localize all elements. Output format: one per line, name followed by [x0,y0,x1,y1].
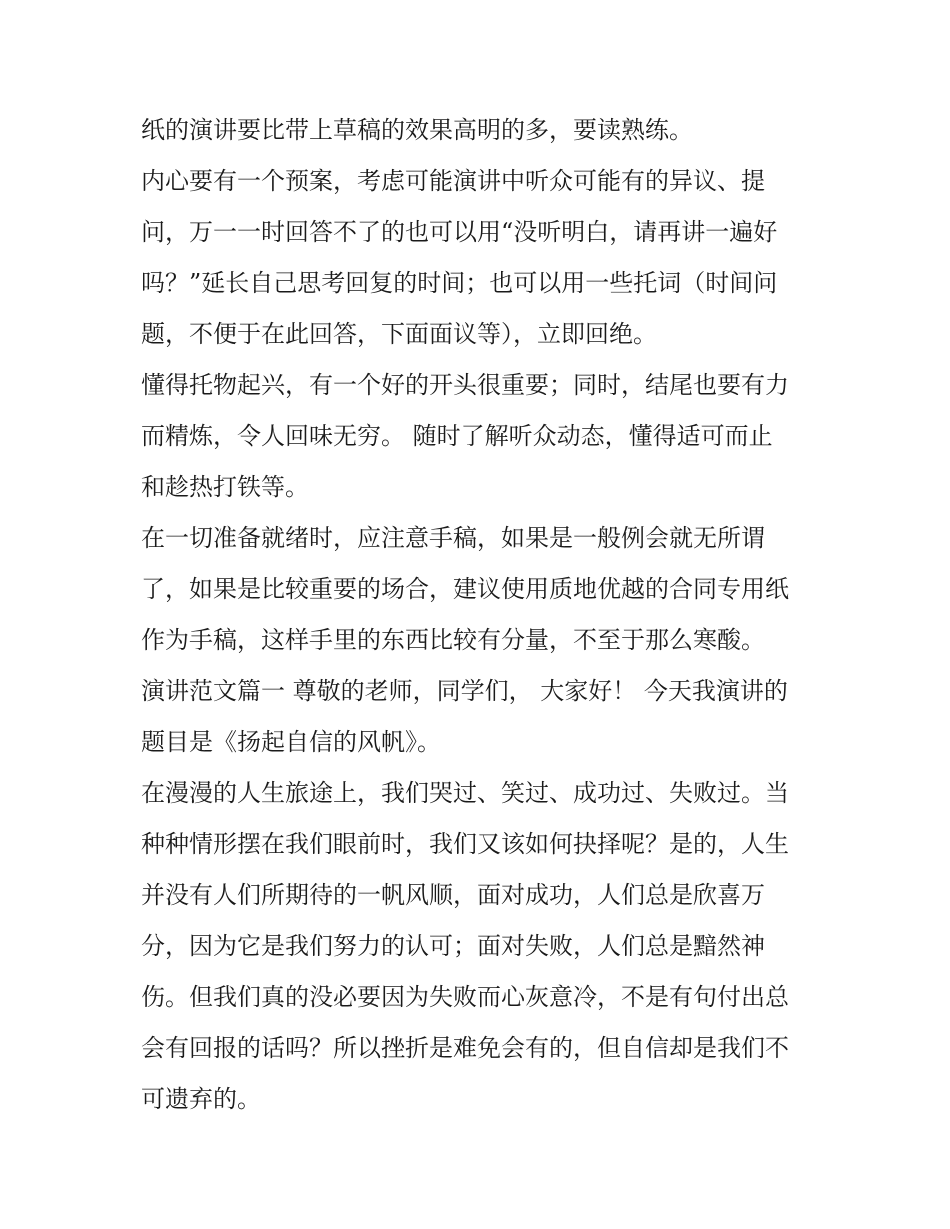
text-line: 在一切准备就绪时，应注意手稿，如果是一般例会就无所谓 [141,524,765,552]
text-line: 可遗弃的。 [141,1085,261,1113]
text-line: 并没有人们所期待的一帆风顺，面对成功，人们总是欣喜万 [141,881,765,909]
text-line: 在漫漫的人生旅途上，我们哭过、笑过、成功过、失败过。当 [141,779,789,807]
text-line: 作为手稿，这样手里的东西比较有分量，不至于那么寒酸。 [141,626,765,654]
text-line: 题目是《扬起自信的风帆》。 [141,728,441,756]
text-line: 演讲范文篇一 尊敬的老师，同学们， 大家好！ 今天我演讲的 [141,677,788,705]
text-line: 会有回报的话吗？所以挫折是难免会有的，但自信却是我们不 [141,1034,789,1062]
text-line: 懂得托物起兴，有一个好的开头很重要；同时，结尾也要有力 [141,371,789,399]
text-line: 分，因为它是我们努力的认可；面对失败，人们总是黯然神 [141,932,765,960]
text-line: 了，如果是比较重要的场合，建议使用质地优越的合同专用纸 [141,575,789,603]
text-line: 种种情形摆在我们眼前时，我们又该如何抉择呢？是的，人生 [141,830,789,858]
text-line: 题，不便于在此回答，下面面议等），立即回绝。 [141,320,657,348]
text-line: 而精炼，令人回味无穷。 随时了解听众动态，懂得适可而止 [141,422,773,450]
document-body [141,105,813,1125]
text-line: 问，万一一时回答不了的也可以用“没听明白，请再讲一遍好 [141,218,778,246]
text-line: 纸的演讲要比带上草稿的效果高明的多，要读熟练。 [141,116,693,144]
text-line: 伤。但我们真的没必要因为失败而心灰意冷，不是有句付出总 [141,983,789,1011]
text-line: 吗？”延长自己思考回复的时间；也可以用一些托词（时间问 [141,269,778,297]
text-line: 和趁热打铁等。 [141,473,309,501]
text-line: 内心要有一个预案，考虑可能演讲中听众可能有的异议、提 [141,167,765,195]
